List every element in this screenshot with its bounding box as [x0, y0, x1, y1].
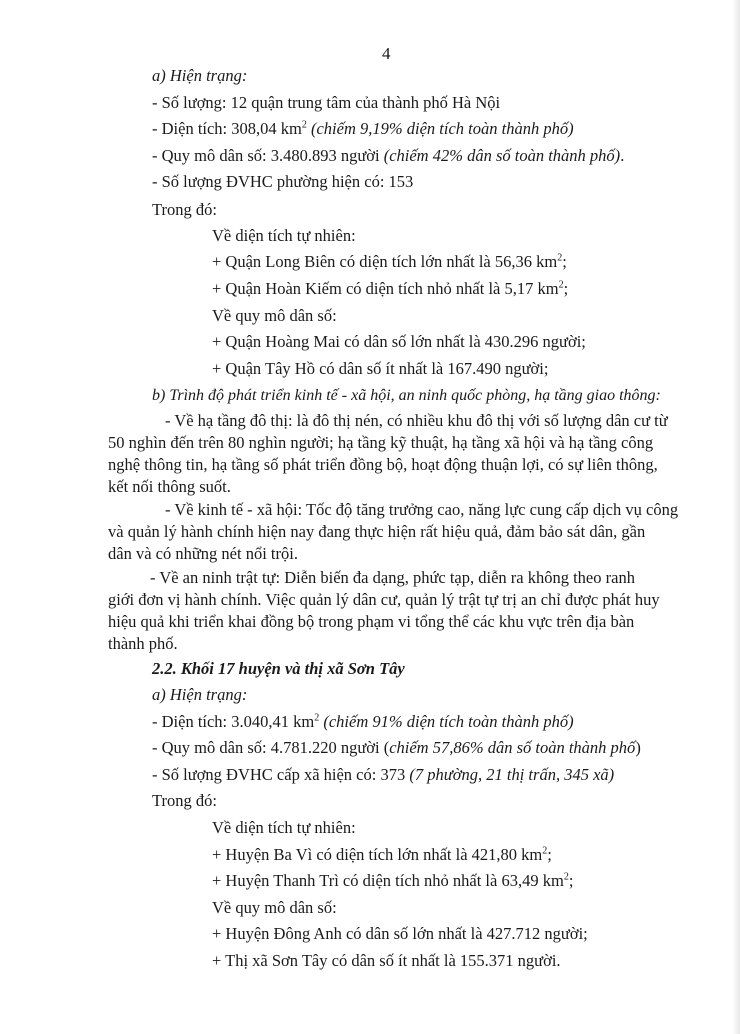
section1-area: - Diện tích: 308,04 $km^2$ (chiếm 9,19% diện tích toàn thành phố): [152, 119, 574, 138]
section2-largest-area: + Huyện Ba Vì có diện tích lớn nhất là 421,80 $km^2$;: [212, 845, 552, 864]
infra-line-4: kết nối thông suốt.: [108, 477, 231, 496]
section1-largest-pop: + Quận Hoàng Mai có dân số lớn nhất là 430.296 người;: [212, 332, 586, 351]
security-line-2: giới đơn vị hành chính. Việc quản lý dân cư, quản lý trật tự trị an chỉ được phát huy: [108, 590, 660, 609]
security-line-4: thành phố.: [108, 634, 178, 653]
section2-area: - Diện tích: 3.040,41 $km^2$ (chiếm 91% diện tích toàn thành phố): [152, 712, 574, 731]
section1-area-label: Về diện tích tự nhiên:: [212, 226, 356, 245]
econ-line-3: dân và có những nét nổi trội.: [108, 544, 298, 563]
section1-smallest-pop: + Quận Tây Hồ có dân số ít nhất là 167.490 người;: [212, 359, 549, 378]
section2-largest-pop: + Huyện Đông Anh có dân số lớn nhất là 427.712 người;: [212, 924, 588, 943]
section2-area-label: Về diện tích tự nhiên:: [212, 818, 356, 837]
section1-smallest-area: + Quận Hoàn Kiếm có diện tích nhỏ nhất là 5,17 $km^2$;: [212, 279, 569, 298]
section1-pop-label: Về quy mô dân số:: [212, 306, 337, 325]
section2-title: 2.2. Khối 17 huyện và thị xã Sơn Tây: [152, 659, 405, 678]
section1-population: - Quy mô dân số: 3.480.893 người (chiếm 42% dân số toàn thành phố).: [152, 146, 625, 165]
infra-line-3: nghệ thông tin, hạ tầng số phát triển đồng bộ, hoạt động thuận lợi, có sự liên thông,: [108, 455, 658, 474]
section2-trong-do: Trong đó:: [152, 791, 217, 810]
security-line-1: - Về an ninh trật tự: Diễn biến đa dạng, phức tạp, diễn ra không theo ranh: [150, 568, 635, 587]
infra-line-1: - Về hạ tầng đô thị: là đô thị nén, có nhiều khu đô thị với số lượng dân cư từ: [165, 411, 668, 430]
section2-smallest-area: + Huyện Thanh Trì có diện tích nhỏ nhất là 63,49 $km^2$;: [212, 871, 574, 890]
security-line-3: hiệu quả khi triển khai đồng bộ trong phạm vi tổng thể các khu vực trên địa bàn: [108, 612, 635, 631]
section1-b-heading: b) Trình độ phát triển kinh tế - xã hội, an ninh quốc phòng, hạ tầng giao thông:: [152, 387, 661, 404]
econ-line-2: và quản lý hành chính hiện nay đang thực hiện rất hiệu quả, đảm bảo sát dân, gần: [108, 522, 646, 541]
section2-pop-label: Về quy mô dân số:: [212, 898, 337, 917]
section2-heading: a) Hiện trạng:: [152, 685, 248, 704]
section2-units: - Số lượng ĐVHC cấp xã hiện có: 373 (7 phường, 21 thị trấn, 345 xã): [152, 765, 615, 784]
section1-units: - Số lượng ĐVHC phường hiện có: 153: [152, 172, 414, 191]
page-edge-shadow: [732, 0, 740, 1034]
section1-trong-do: Trong đó:: [152, 200, 217, 219]
econ-line-1: - Về kinh tế - xã hội: Tốc độ tăng trưởng cao, năng lực cung cấp dịch vụ công: [165, 500, 679, 519]
infra-line-2: 50 nghìn đến trên 80 nghìn người; hạ tầng kỹ thuật, hạ tầng xã hội và hạ tầng công: [108, 433, 654, 452]
section1-count: - Số lượng: 12 quận trung tâm của thành phố Hà Nội: [152, 93, 501, 112]
page-number: 4: [382, 44, 391, 63]
section1-heading: a) Hiện trạng:: [152, 66, 248, 85]
section1-largest-area: + Quận Long Biên có diện tích lớn nhất là 56,36 $km^2$;: [212, 252, 567, 271]
section2-smallest-pop: + Thị xã Sơn Tây có dân số ít nhất là 155.371 người.: [212, 951, 561, 970]
section2-population: - Quy mô dân số: 4.781.220 người (chiếm 57,86% dân số toàn thành phố): [152, 738, 641, 757]
